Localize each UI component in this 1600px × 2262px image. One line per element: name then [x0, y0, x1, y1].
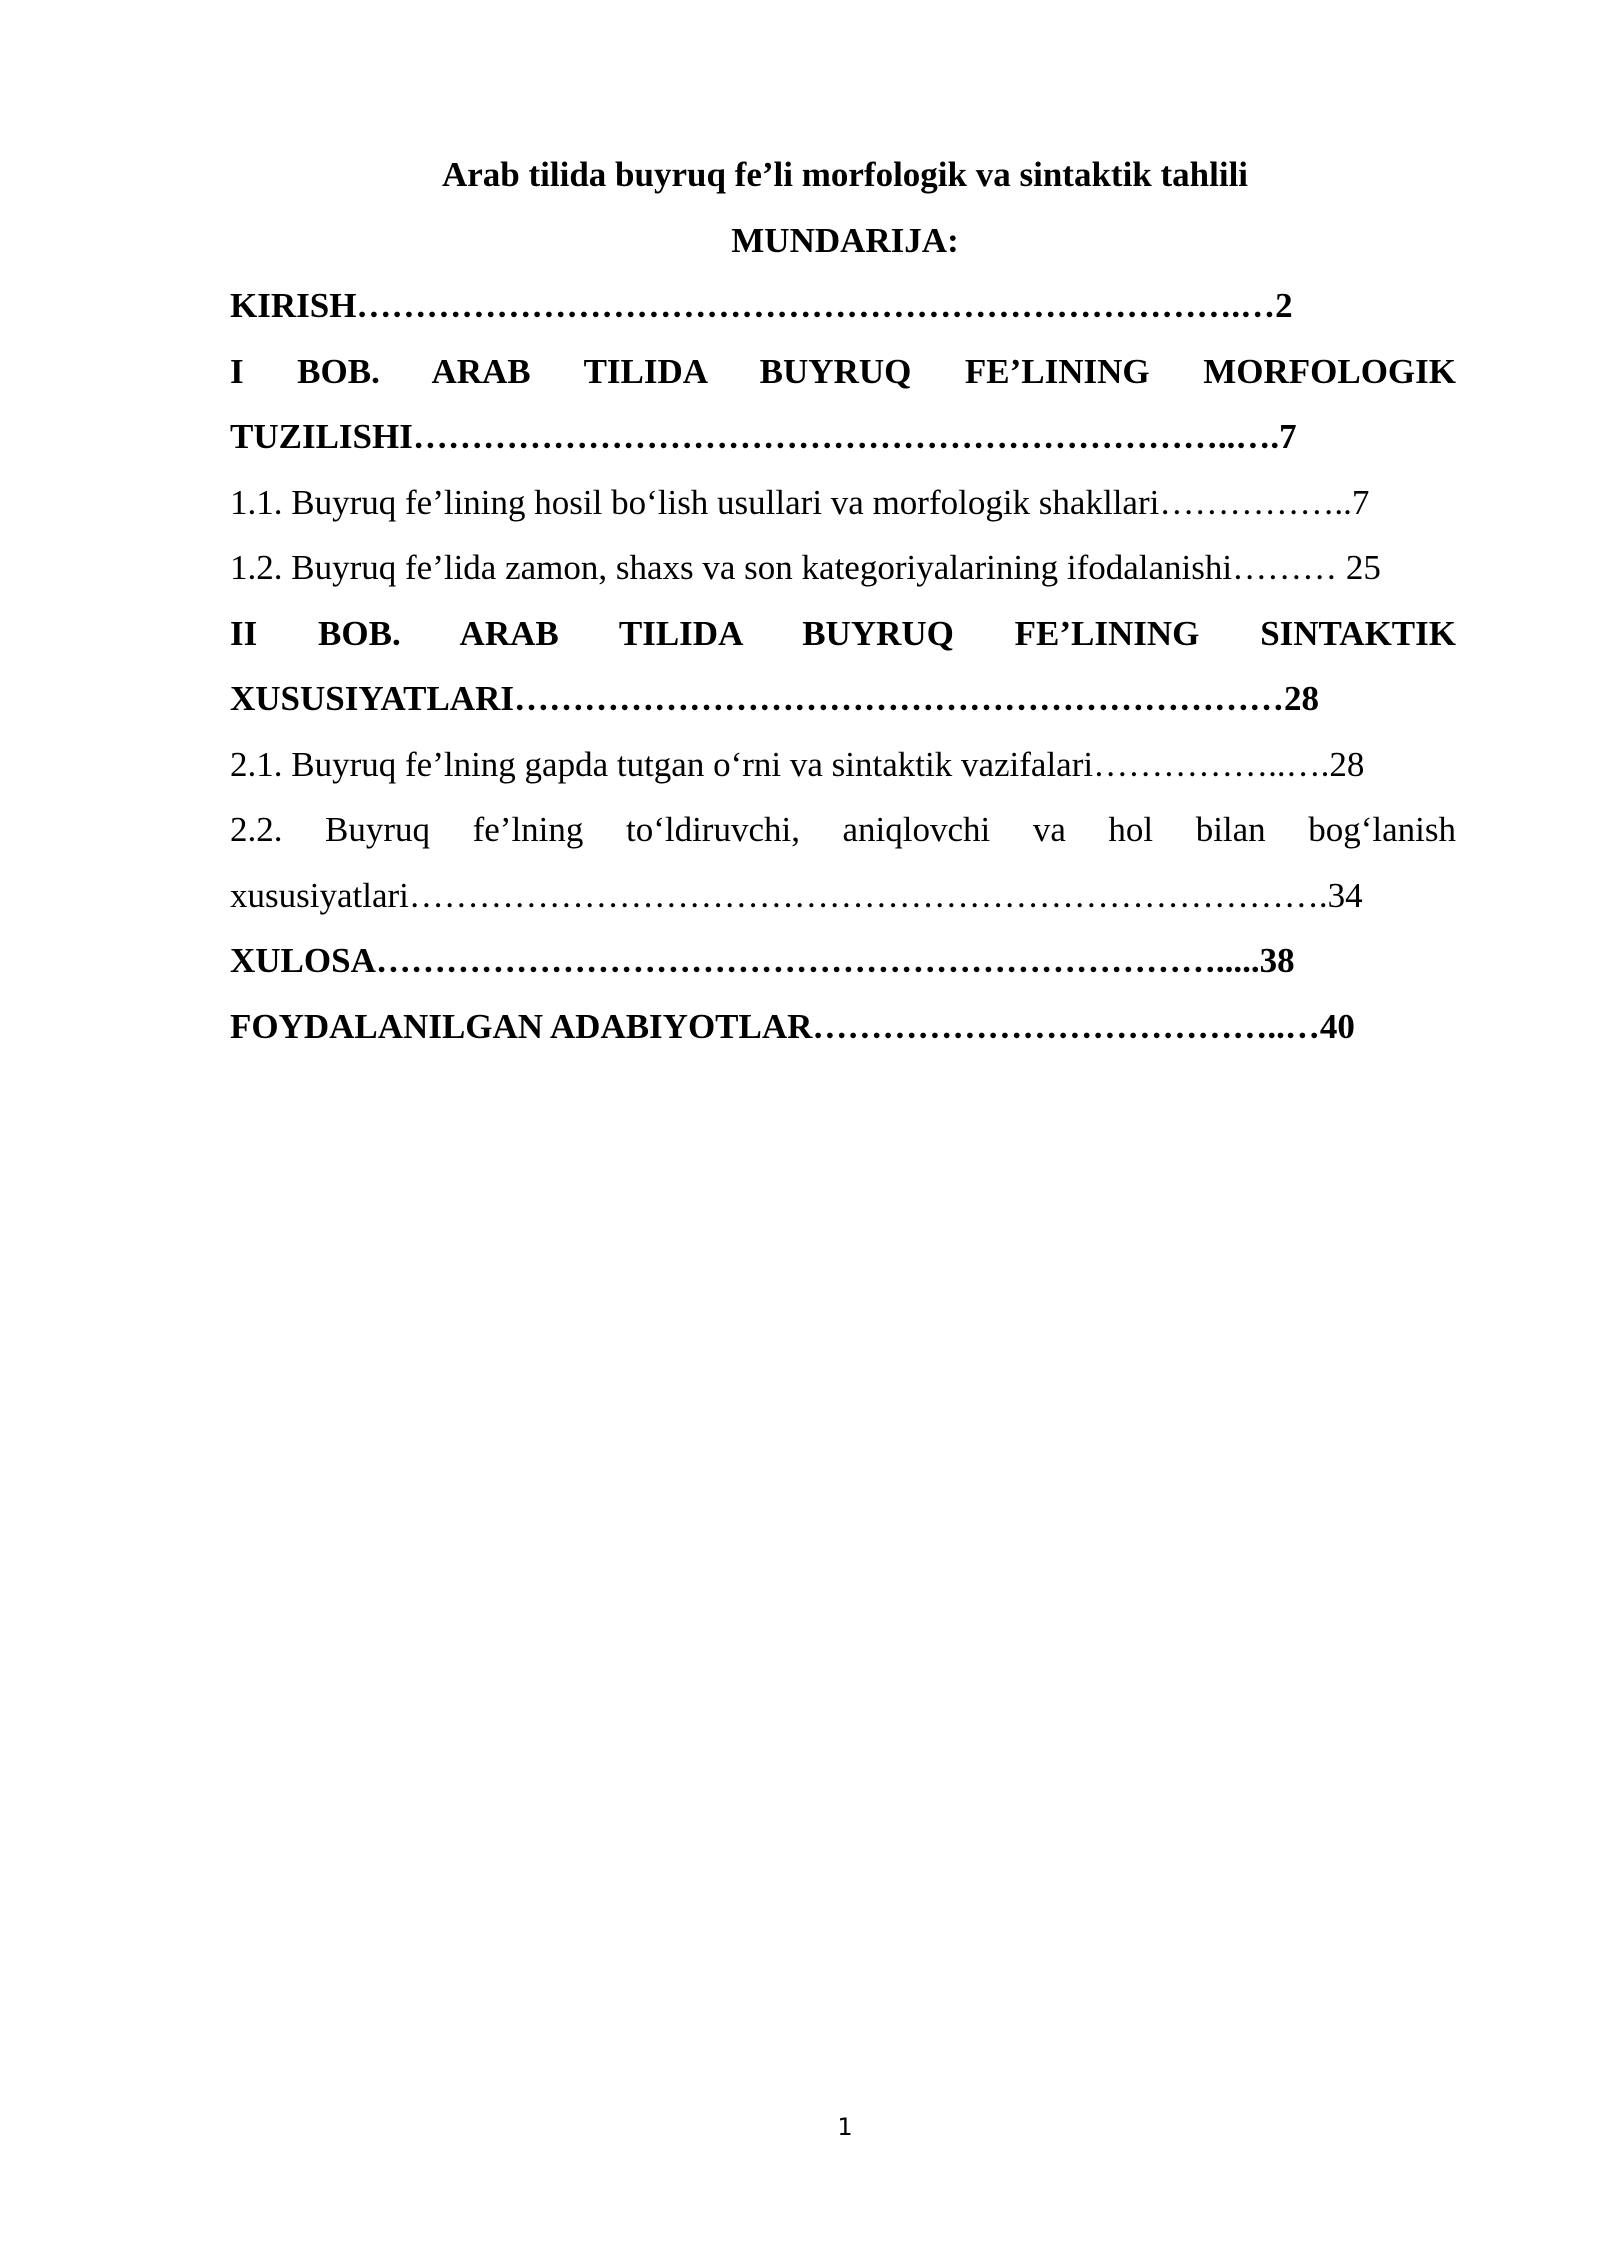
toc-entry-chapter-1: I BOB. ARAB TILIDA BUYRUQ FE’LINING MORFOLOGIK TUZILISHI……………………………………………………………..….7 — [230, 351, 1456, 456]
toc-entry-references: FOYDALANILGAN ADABIYOTLAR…………………………………..…40 — [230, 1006, 1355, 1046]
toc-entry-kirish: KIRISH………………………………………………………………….…2 — [230, 286, 1293, 325]
toc-entry-section-1-2: 1.2. Buyruq fe’lida zamon, shaxs va son kategoriyalarining ifodalanishi……… 25 — [230, 548, 1381, 587]
page-number: 1 — [837, 2113, 853, 2141]
toc-entry-section-2-2: 2.2. Buyruq fe’lning to‘ldiruvchi, aniqlovchi va hol bilan bog‘lanish xususiyatlari…………………………………………………………………….34 — [230, 810, 1456, 915]
toc-entry-xulosa: XULOSA……………………………………………………………….....38 — [230, 941, 1295, 980]
document-title: Arab tilida buyruq fe’li morfologik va sintaktik tahlili — [441, 155, 1249, 194]
toc-entry-section-2-1: 2.1. Buyruq fe’lning gapda tutgan o‘rni va sintaktik vazifalari……………..….28 — [230, 744, 1365, 784]
toc-entry-section-1-1: 1.1. Buyruq fe’lining hosil bo‘lish usullari va morfologik shakllari……………..7 — [230, 482, 1370, 522]
table-of-contents — [230, 273, 1456, 1059]
toc-heading: MUNDARIJA: — [731, 221, 959, 260]
toc-entry-chapter-2: II BOB. ARAB TILIDA BUYRUQ FE’LINING SINTAKTIK XUSUSIYATLARI…………………………………………………………28 — [230, 613, 1456, 718]
